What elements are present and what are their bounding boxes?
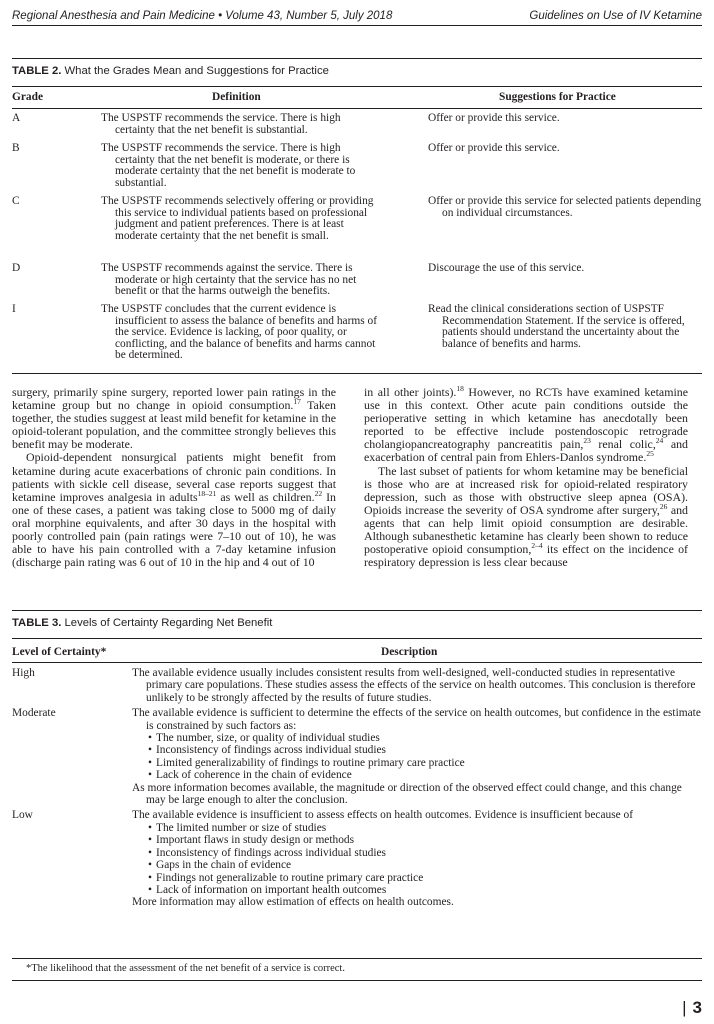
table3-top-rule xyxy=(12,638,702,639)
list-item: • Lack of information on important health outcomes xyxy=(132,884,702,896)
table2-header-grade: Grade xyxy=(12,91,44,103)
list-item: • Limited generalizability of findings to routine primary care practice xyxy=(132,757,702,769)
grade-cell: D xyxy=(12,262,21,274)
table2-title: What the Grades Mean and Suggestions for Practice xyxy=(64,65,329,77)
definition-cell: The USPSTF recommends against the service. There is moderate or high certainty that the service has no net benefit or that the harms outweigh the benefits. xyxy=(101,262,357,298)
list-item: • Inconsistency of findings across individual studies xyxy=(132,744,702,756)
table2-bottom-rule xyxy=(12,373,702,374)
table3-label: TABLE 3. xyxy=(12,617,62,629)
table3-header-rule xyxy=(12,662,702,663)
running-header xyxy=(12,6,702,26)
suggestion-cell: Offer or provide this service for selected patients depending on individual circumstances. xyxy=(428,195,702,219)
table-row xyxy=(12,809,702,908)
body-paragraph: surgery, primarily spine surgery, reported lower pain ratings in the ketamine group but no change in opioid consumption.$^{17}$ Taken together, the studies suggest at least mild benefit for ketamine in the opioid-tolerant population, and the committee strongly believes this benefit may be moderate. xyxy=(12,385,336,452)
list-item: • The limited number or size of studies xyxy=(132,822,702,834)
grade-cell: C xyxy=(12,195,20,207)
table2-header-row xyxy=(12,90,702,106)
grade-cell: I xyxy=(12,303,16,315)
list-item: • Important flaws in study design or methods xyxy=(132,834,702,846)
citation-ref: 26 xyxy=(659,501,668,511)
table3-header-row xyxy=(12,644,702,660)
grade-cell: B xyxy=(12,142,20,154)
body-column-left xyxy=(12,386,336,569)
certainty-level: High xyxy=(12,667,35,679)
journal-citation: Regional Anesthesia and Pain Medicine • Volume 43, Number 5, July 2018 xyxy=(12,10,393,22)
citation-ref: 22 xyxy=(314,488,323,498)
table2-header-rule xyxy=(12,108,702,109)
citation-ref: 2–4 xyxy=(531,541,543,551)
citation-ref: 18–21 xyxy=(197,488,217,498)
list-item: • Lack of coherence in the chain of evidence xyxy=(132,769,702,781)
table2-header-definition: Definition xyxy=(212,91,261,103)
table-row xyxy=(12,667,702,704)
certainty-description: The available evidence is insufficient to assess effects on health outcomes. Evidence is insufficient because of • The limited number or size of studies • Important flaws in study design or methods • Inconsistency of findings across individual studies • Gaps in the chain of evidence • Findings not generalizable to routine primary care practice • Lack of information on important health outcomes More information may allow estimation of effects on health outcomes. xyxy=(132,809,702,908)
table2-label: TABLE 2. xyxy=(12,65,62,77)
body-paragraph: Opioid-dependent nonsurgical patients might benefit from ketamine during acute exacerbations of chronic pain conditions. In patients with sickle cell disease, several case reports suggest that ketamine improves analgesia in adults$^{18-21}$ as well as children.$^{22}$ In one of these cases, a patient was taking close to 5000 mg of daily oral morphine equivalents, and after 30 days in the hospital with poorly controlled pain (pain ratings were 7–10 out of 10), he was able to have his pain controlled with a 7-day ketamine infusion (discharge pain rating was 6 out of 10 in the hip and 4 out of 10 xyxy=(12,450,336,570)
list-item: • Findings not generalizable to routine primary care practice xyxy=(132,872,702,884)
citation-ref: 23 xyxy=(583,436,591,446)
table-row xyxy=(12,304,702,366)
citation-ref: 24 xyxy=(655,436,664,446)
certainty-level: Moderate xyxy=(12,707,56,720)
table3-footnote: *The likelihood that the assessment of the net benefit of a service is correct. xyxy=(12,958,702,981)
suggestion-cell: Read the clinical considerations section of USPSTF Recommendation Statement. If the service is offered, patients should understand the uncertainty about the balance of benefits and harms. xyxy=(428,303,685,350)
body-paragraph: in all other joints).$^{18}$ However, no RCTs have examined ketamine use in this context. Other acute pain conditions outside the perioperative setting in which ketamine has anecdotally been reported to be effective include postendoscopic retrograde cholangiopancreatography pancreatitis pain,$^{23}$ renal colic,$^{24}$ and exacerbation of central pain from Ehlers-Danlos syndrome.$^{25}$ xyxy=(364,384,688,465)
certainty-description: The available evidence usually includes consistent results from well-designed, well-conducted studies in representative primary care populations. These studies assess the effects of the service on health outcomes. This conclusion is therefore unlikely to be strongly affected by the results of future studies. xyxy=(132,667,696,704)
suggestion-cell: Discourage the use of this service. xyxy=(428,262,585,274)
list-item: • The number, size, or quality of individual studies xyxy=(132,732,702,744)
certainty-level: Low xyxy=(12,809,33,822)
table-row xyxy=(12,113,702,143)
table3 xyxy=(12,644,702,909)
definition-cell: The USPSTF recommends selectively offering or providing this service to individual patients based on professional judgment and patient preferences. There is at least moderate certainty that the net benefit is small. xyxy=(101,195,374,242)
table2-caption xyxy=(12,58,702,77)
definition-cell: The USPSTF concludes that the current evidence is insufficient to assess the balance of benefits and harms of the service. Evidence is lacking, of poor quality, or conflicting, and the balance of benefits and harms cannot be determined. xyxy=(101,303,378,362)
citation-ref: 17 xyxy=(293,397,301,407)
citation-ref: 18 xyxy=(456,384,464,394)
table3-caption xyxy=(12,610,702,629)
suggestion-cell: Offer or provide this service. xyxy=(428,112,560,124)
body-column-right xyxy=(364,386,688,569)
definition-cell: The USPSTF recommends the service. There is high certainty that the net benefit is substantial. xyxy=(101,112,341,136)
table3-title: Levels of Certainty Regarding Net Benefit xyxy=(64,617,273,629)
table-row xyxy=(12,263,702,304)
table2-header-suggestions: Suggestions for Practice xyxy=(499,91,616,103)
definition-cell: The USPSTF recommends the service. There is high certainty that the net benefit is moderate, or there is moderate certainty that the net benefit is moderate to substantial. xyxy=(101,142,356,189)
table3-header-description: Description xyxy=(381,646,438,658)
body-paragraph: The last subset of patients for whom ketamine may be beneficial is those who are at increased risk for opioid-related respiratory depression, such as those with obstructive sleep apnea (OSA). Opioids increase the severity of OSA syndrome after surgery,$^{26}$ and agents that can help limit opioid consumption are desirable. Although subanesthetic ketamine has clearly been shown to reduce postoperative opioid consumption,$^{2-4}$ its effect on the incidence of respiratory depression is less clear because xyxy=(364,463,688,570)
table2 xyxy=(12,90,702,366)
list-item: • Gaps in the chain of evidence xyxy=(132,859,702,871)
grade-cell: A xyxy=(12,112,21,124)
table-row xyxy=(12,707,702,806)
certainty-description: The available evidence is sufficient to determine the effects of the service on health outcomes, but confidence in the estimate is constrained by such factors as: • The number, size, or quality of individual studies • Inconsistency of findings across individual studies • Limited generalizability of findings to routine primary care practice • Lack of coherence in the chain of evidence As more information becomes available, the magnitude or direction of the observed effect could change, and this change may be large enough to alter the conclusion. xyxy=(132,707,702,806)
table-row xyxy=(12,143,702,196)
list-item: • Inconsistency of findings across individual studies xyxy=(132,847,702,859)
running-title: Guidelines on Use of IV Ketamine xyxy=(529,10,702,22)
page-number: | 3 xyxy=(682,998,702,1017)
table3-header-level: Level of Certainty* xyxy=(12,646,107,658)
citation-ref: 25 xyxy=(646,449,654,459)
table-row xyxy=(12,196,702,263)
table2-top-rule xyxy=(12,86,702,87)
suggestion-cell: Offer or provide this service. xyxy=(428,142,560,154)
